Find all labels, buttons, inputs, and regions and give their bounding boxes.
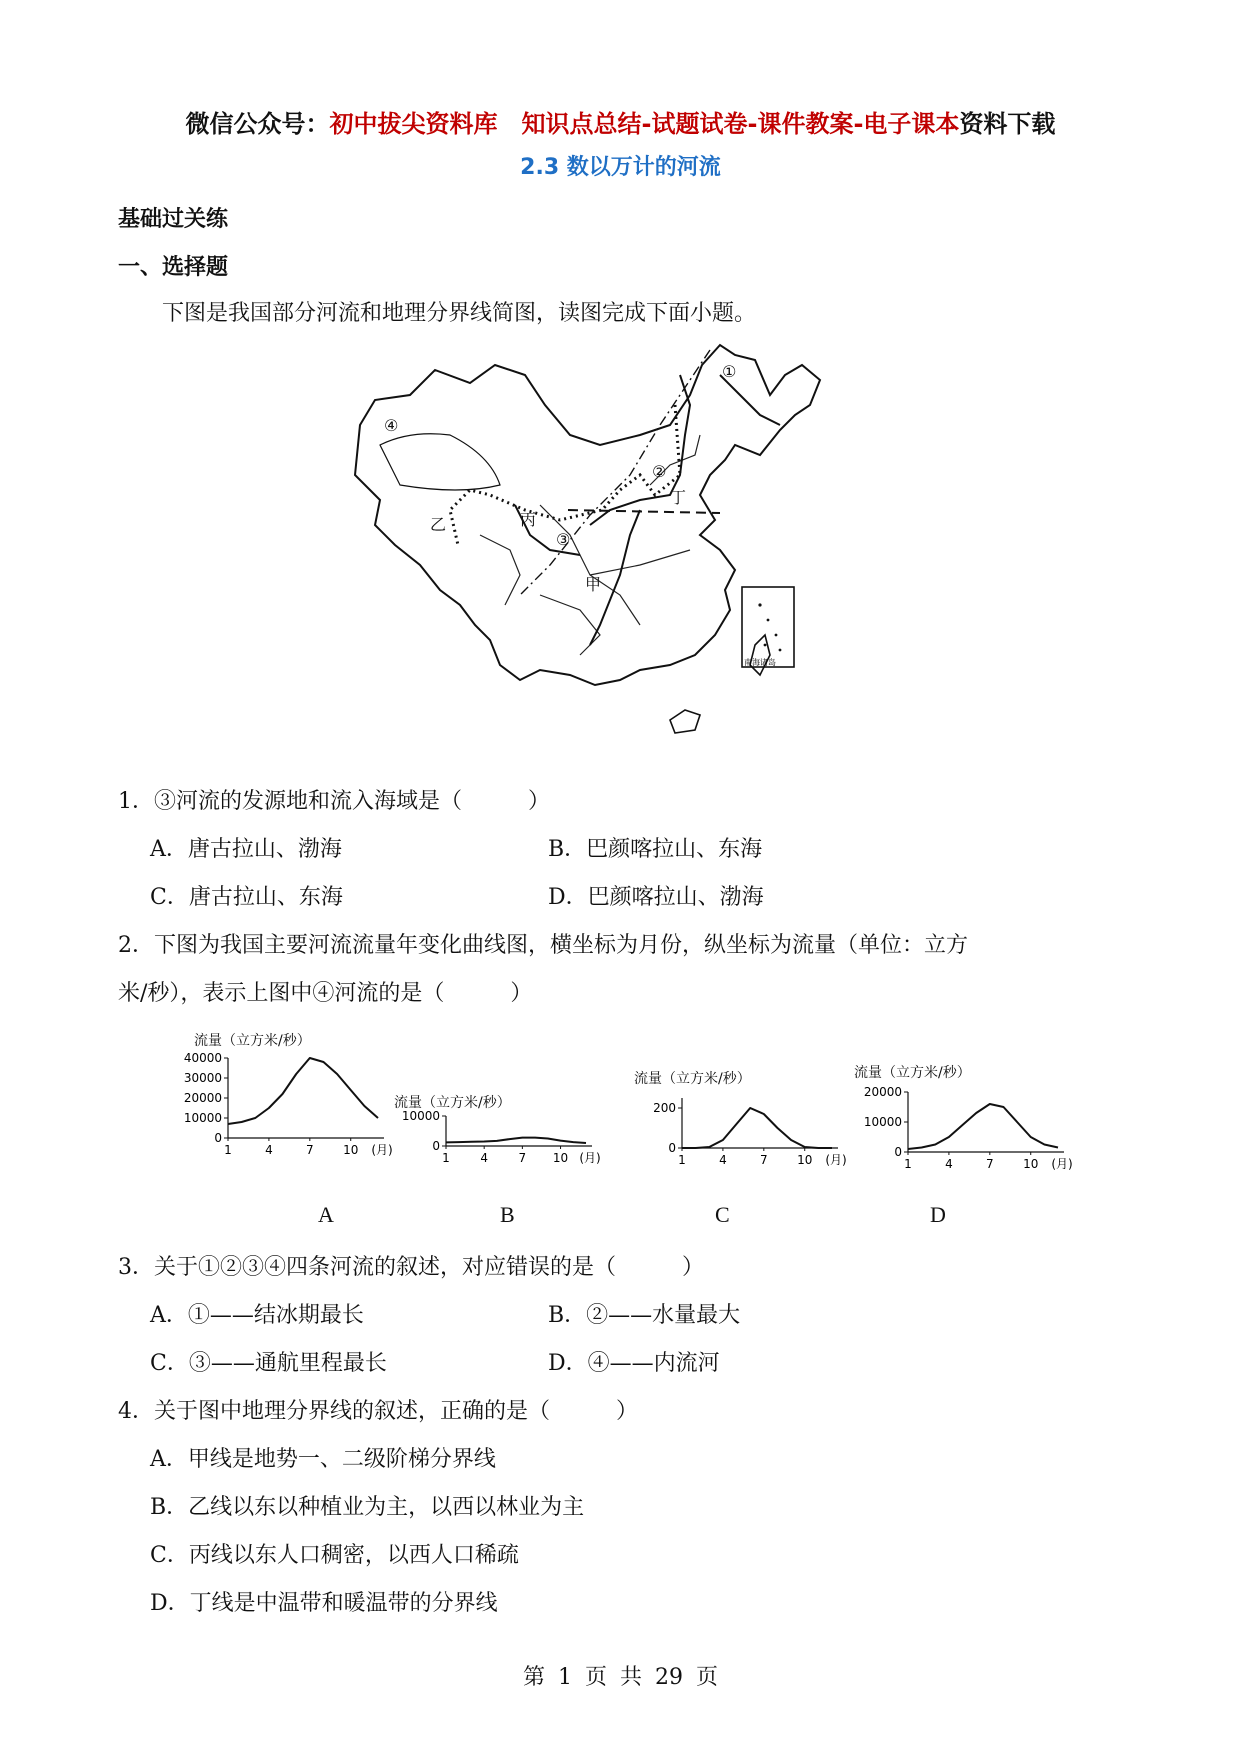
label-jia: 甲 (585, 575, 602, 594)
y-tick-label: 10000 (401, 1109, 440, 1123)
q1-option-c: C．唐古拉山、东海 (150, 885, 343, 910)
q4-stem: 4．关于图中地理分界线的叙述，正确的是（ ） (118, 1399, 638, 1424)
x-tick-label: 10 (343, 1143, 359, 1157)
chart-c-plot (630, 1088, 850, 1178)
x-tick-label: 4 (480, 1151, 489, 1165)
x-tick-label: 1 (442, 1151, 450, 1165)
header-suffix: 资料下载 (959, 110, 1056, 138)
intro-text: 下图是我国部分河流和地理分界线简图，读图完成下面小题。 (162, 301, 757, 326)
x-unit-label: (月) (1051, 1157, 1073, 1171)
q1-option-d: D．巴颜喀拉山、渤海 (548, 885, 764, 910)
q1-option-b: B．巴颜喀拉山、东海 (548, 837, 763, 862)
q3-option-c: C．③——通航里程最长 (150, 1351, 387, 1376)
y-tick-label: 20000 (863, 1085, 902, 1099)
y-tick-label: 0 (214, 1131, 222, 1145)
x-tick-label: 7 (985, 1157, 994, 1171)
y-tick-label: 10000 (863, 1115, 902, 1129)
x-unit-label: (月) (371, 1143, 393, 1157)
label-4: ④ (384, 416, 399, 435)
chart-b-plot (390, 1110, 630, 1180)
x-tick-label: 10 (797, 1153, 813, 1167)
q3-stem: 3．关于①②③④四条河流的叙述，对应错误的是（ ） (118, 1255, 704, 1280)
x-unit-label: (月) (579, 1151, 601, 1165)
x-tick-label: 4 (945, 1157, 953, 1171)
runoff-line (908, 1104, 1058, 1149)
q3-option-b: B．②——水量最大 (548, 1303, 741, 1328)
q2-stem-line2: 米/秒），表示上图中④河流的是（ ） (118, 981, 533, 1006)
china-river-map (340, 335, 900, 755)
y-tick-label: 200 (653, 1101, 676, 1115)
label-bing: 丙 (520, 510, 537, 529)
x-tick-label: 4 (719, 1153, 727, 1167)
hainan-island (670, 710, 700, 733)
chart-b-label: B (500, 1202, 515, 1227)
y-tick-label: 0 (894, 1145, 902, 1159)
china-outline (355, 345, 820, 733)
chart-a-plot (180, 1050, 393, 1160)
y-tick-label: 20000 (183, 1091, 222, 1105)
chart-a-label: A (318, 1202, 334, 1227)
x-tick-label: 7 (518, 1151, 527, 1165)
q4-option-d: D．丁线是中温带和暖温带的分界线 (150, 1591, 498, 1616)
header-red-text: 初中拔尖资料库 知识点总结-试题试卷-课件教案-电子课本 (329, 110, 960, 138)
province-borders (480, 435, 700, 655)
x-tick-label: 7 (759, 1153, 768, 1167)
x-tick-label: 1 (224, 1143, 232, 1157)
page-header (0, 104, 1241, 139)
x-tick-label: 10 (1023, 1157, 1039, 1171)
chart-c-title: 流量（立方米/秒） (634, 1071, 751, 1087)
label-2: ② (652, 462, 667, 481)
q4-option-c: C．丙线以东人口稠密，以西人口稀疏 (150, 1543, 519, 1568)
line-yi (450, 405, 680, 545)
runoff-line (446, 1138, 586, 1143)
x-tick-label: 10 (552, 1151, 569, 1165)
chart-b-title: 流量（立方米/秒） (394, 1095, 511, 1111)
x-tick-label: 1 (678, 1153, 686, 1167)
chart-c (630, 1068, 850, 1178)
y-tick-label: 30000 (183, 1071, 222, 1085)
label-3: ③ (556, 530, 571, 549)
inset-label: 南海诸岛 (744, 658, 776, 667)
chart-d (850, 1062, 1080, 1182)
y-tick-label: 0 (668, 1141, 676, 1155)
runoff-line (682, 1108, 832, 1148)
chart-d-label: D (930, 1202, 946, 1227)
q4-option-a: A．甲线是地势一、二级阶梯分界线 (150, 1447, 496, 1472)
x-tick-label: 7 (305, 1143, 314, 1157)
header-prefix: 微信公众号： (185, 110, 330, 138)
x-unit-label: (月) (825, 1153, 847, 1167)
inset-dots (758, 603, 781, 651)
tarim-basin-outline (380, 434, 500, 490)
q1-option-a: A．唐古拉山、渤海 (150, 837, 342, 862)
lesson-title: 2.3 数以万计的河流 (520, 155, 721, 180)
chart-b (390, 1092, 630, 1182)
chart-d-title: 流量（立方米/秒） (854, 1065, 971, 1081)
section-choice: 一、选择题 (118, 255, 229, 280)
page-footer: 第 1 页 共 29 页 (523, 1665, 718, 1690)
q3-option-d: D．④——内流河 (548, 1351, 720, 1376)
y-tick-label: 10000 (183, 1111, 222, 1125)
q2-stem-line1: 2．下图为我国主要河流流量年变化曲线图，横坐标为月份，纵坐标为流量（单位：立方 (118, 933, 968, 958)
label-ding: 丁 (670, 488, 687, 507)
x-tick-label: 4 (265, 1143, 273, 1157)
q3-option-a: A．①——结冰期最长 (150, 1303, 364, 1328)
chart-d-plot (850, 1082, 1080, 1182)
south-sea-inset (742, 587, 794, 667)
label-yi: 乙 (430, 515, 447, 534)
river-1 (720, 375, 780, 425)
runoff-line (228, 1058, 378, 1124)
chart-a-title: 流量（立方米/秒） (194, 1033, 311, 1049)
map-labels (384, 362, 736, 594)
chart-c-label: C (715, 1202, 730, 1227)
chart-a (180, 1030, 393, 1180)
line-ding (568, 510, 720, 513)
y-tick-label: 0 (432, 1139, 440, 1153)
x-tick-label: 1 (904, 1157, 912, 1171)
label-1: ① (722, 362, 737, 381)
taiwan-island (750, 635, 770, 675)
section-basic: 基础过关练 (118, 207, 229, 232)
y-tick-label: 40000 (183, 1051, 222, 1065)
line-bing (520, 350, 710, 595)
q4-option-b: B．乙线以东以种植业为主，以西以林业为主 (150, 1495, 585, 1520)
q1-stem: 1．③河流的发源地和流入海域是（ ） (118, 789, 550, 814)
